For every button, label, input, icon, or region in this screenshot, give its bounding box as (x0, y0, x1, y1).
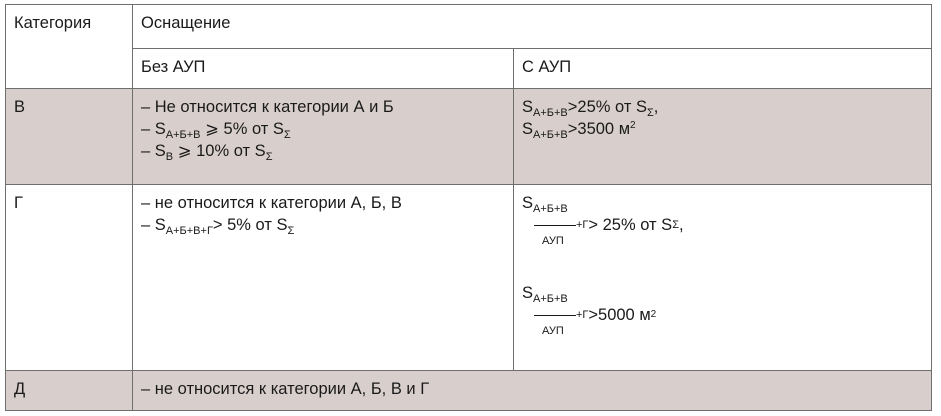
header-category-label: Категория (14, 14, 92, 32)
category-label: В (14, 98, 26, 116)
formula-2-bar-row: +Г >5000 м 2 (522, 304, 923, 326)
table-row (6, 371, 932, 411)
subheader-with-label: С АУП (522, 58, 572, 76)
formula-1-numerator: $S_{А+Б+В}$ (522, 194, 568, 215)
header-row (6, 5, 932, 49)
row-v-without-line3: – $S_В$ ⩾ 10% от $S_\Sigma$ (141, 142, 273, 163)
row-d-without-line1: – не относится к категории А, Б, В и Г (141, 380, 430, 398)
row-g-without-line2: – $S_{А+Б+В+Г}> 5\%$ от $S_\Sigma$ (141, 216, 295, 237)
category-label: Г (14, 194, 23, 212)
row-g-with (514, 185, 932, 371)
fraction-bar (534, 314, 576, 316)
formula-1 (522, 192, 923, 248)
fraction-bar (534, 224, 576, 226)
row-d-without (133, 371, 932, 411)
row-category-d (6, 371, 133, 411)
formula-1-denominator: АУП (542, 235, 564, 247)
row-g-without (133, 185, 514, 371)
subheader-row (6, 49, 932, 89)
formula-2-denominator: АУП (542, 325, 564, 337)
row-v-without-line1: – Не относится к категории А и Б (141, 98, 394, 116)
row-v-with (514, 89, 932, 185)
formula-1-bar-row: +Г > 25% от S Σ , (522, 214, 923, 236)
subheader-with (514, 49, 932, 89)
row-g-without-line1: – не относится к категории А, Б, В (141, 194, 402, 212)
subheader-without (133, 49, 514, 89)
subheader-without-label: Без АУП (141, 58, 206, 76)
row-category-v (6, 89, 133, 185)
category-label: Д (14, 380, 26, 398)
formula-2 (522, 282, 923, 338)
category-table (5, 4, 932, 411)
header-equipment (133, 5, 932, 49)
row-category-g (6, 185, 133, 371)
header-equipment-label: Оснащение (141, 14, 231, 32)
formula-2-numerator: $S_{А+Б+В}$ (522, 284, 568, 305)
table-row (6, 185, 932, 371)
row-v-without (133, 89, 514, 185)
header-category (6, 5, 133, 89)
row-v-without-line2: – $S_{А+Б+В}$ ⩾ 5% от $S_\Sigma$ (141, 120, 291, 141)
row-v-with-line1: $S_{А+Б+В}>25\%$ от $S_\Sigma$, (522, 98, 659, 119)
table-row (6, 89, 932, 185)
row-v-with-line2: $S_{А+Б+В}>3500$ $м^2$ (522, 120, 636, 141)
